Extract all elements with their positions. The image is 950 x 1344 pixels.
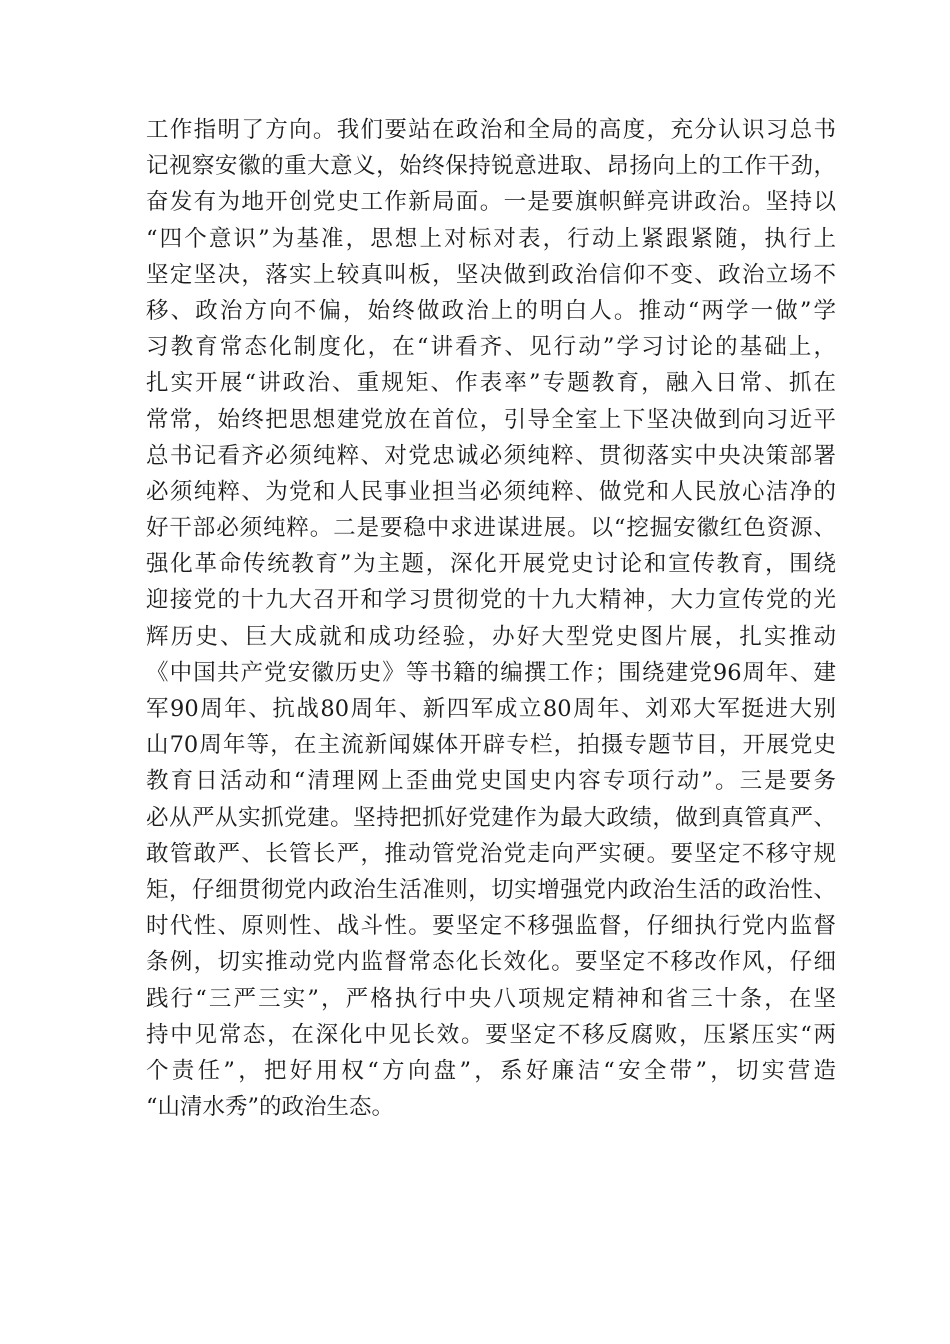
text-line: 教育日活动和“清理网上歪曲党史国史内容专项行动”。三是要务: [146, 768, 836, 795]
text-line: 扎实开展“讲政治、重规矩、作表率”专题教育，融入日常、抓在: [146, 370, 836, 397]
text-line: “四个意识”为基准，思想上对标对表，行动上紧跟紧随，执行上: [146, 225, 836, 252]
text-line: 奋发有为地开创党史工作新局面。一是要旗帜鲜亮讲政治。坚持以: [146, 189, 836, 216]
text-line: 军90周年、抗战80周年、新四军成立80周年、刘邓大军挺进大别: [146, 696, 836, 722]
text-line: 迎接党的十九大召开和学习贯彻党的十九大精神，大力宣传党的光: [146, 587, 836, 614]
text-line: 必从严从实抓党建。坚持把抓好党建作为最大政绩，做到真管真严、: [146, 804, 836, 831]
text-line: 敢管敢严、长管长严，推动管党治党走向严实硬。要坚定不移守规: [146, 840, 836, 867]
text-line: 条例，切实推动党内监督常态化长效化。要坚定不移改作风，仔细: [146, 949, 836, 976]
text-line: 习教育常态化制度化，在“讲看齐、见行动”学习讨论的基础上，: [146, 334, 836, 361]
text-line: 个责任”，把好用权“方向盘”，系好廉洁“安全带”，切实营造: [146, 1057, 836, 1084]
text-line: 记视察安徽的重大意义，始终保持锐意进取、昂扬向上的工作干劲，: [146, 153, 836, 180]
text-line: 常常，始终把思想建党放在首位，引导全室上下坚决做到向习近平: [146, 406, 836, 433]
text-line: 强化革命传统教育”为主题，深化开展党史讨论和宣传教育，围绕: [146, 551, 836, 578]
text-line: 山70周年等，在主流新闻媒体开辟专栏，拍摄专题节目，开展党史: [146, 732, 836, 759]
text-line: 移、政治方向不偏，始终做政治上的明白人。推动“两学一做”学: [146, 297, 836, 324]
text-line: 《中国共产党安徽历史》等书籍的编撰工作；围绕建党96周年、建: [146, 659, 836, 686]
text-line: 总书记看齐必须纯粹、对党忠诚必须纯粹、贯彻落实中央决策部署: [146, 442, 836, 469]
text-line: 践行“三严三实”，严格执行中央八项规定精神和省三十条，在坚: [146, 985, 836, 1012]
body-paragraph: [146, 112, 836, 1125]
text-line: 矩，仔细贯彻党内政治生活准则，切实增强党内政治生活的政治性、: [146, 876, 836, 903]
text-line: 坚定坚决，落实上较真叫板，坚决做到政治信仰不变、政治立场不: [146, 261, 836, 288]
text-line: 持中见常态，在深化中见长效。要坚定不移反腐败，压紧压实“两: [146, 1021, 836, 1048]
text-line: 必须纯粹、为党和人民事业担当必须纯粹、做党和人民放心洁净的: [146, 478, 836, 505]
text-line: 工作指明了方向。我们要站在政治和全局的高度，充分认识习总书: [146, 117, 836, 143]
text-line: 好干部必须纯粹。二是要稳中求进谋进展。以“挖掘安徽红色资源、: [146, 515, 836, 542]
text-line: 辉历史、巨大成就和成功经验，办好大型党史图片展，扎实推动: [146, 623, 836, 650]
text-line: “山清水秀”的政治生态。: [146, 1094, 395, 1121]
text-line: 时代性、原则性、战斗性。要坚定不移强监督，仔细执行党内监督: [146, 913, 836, 940]
